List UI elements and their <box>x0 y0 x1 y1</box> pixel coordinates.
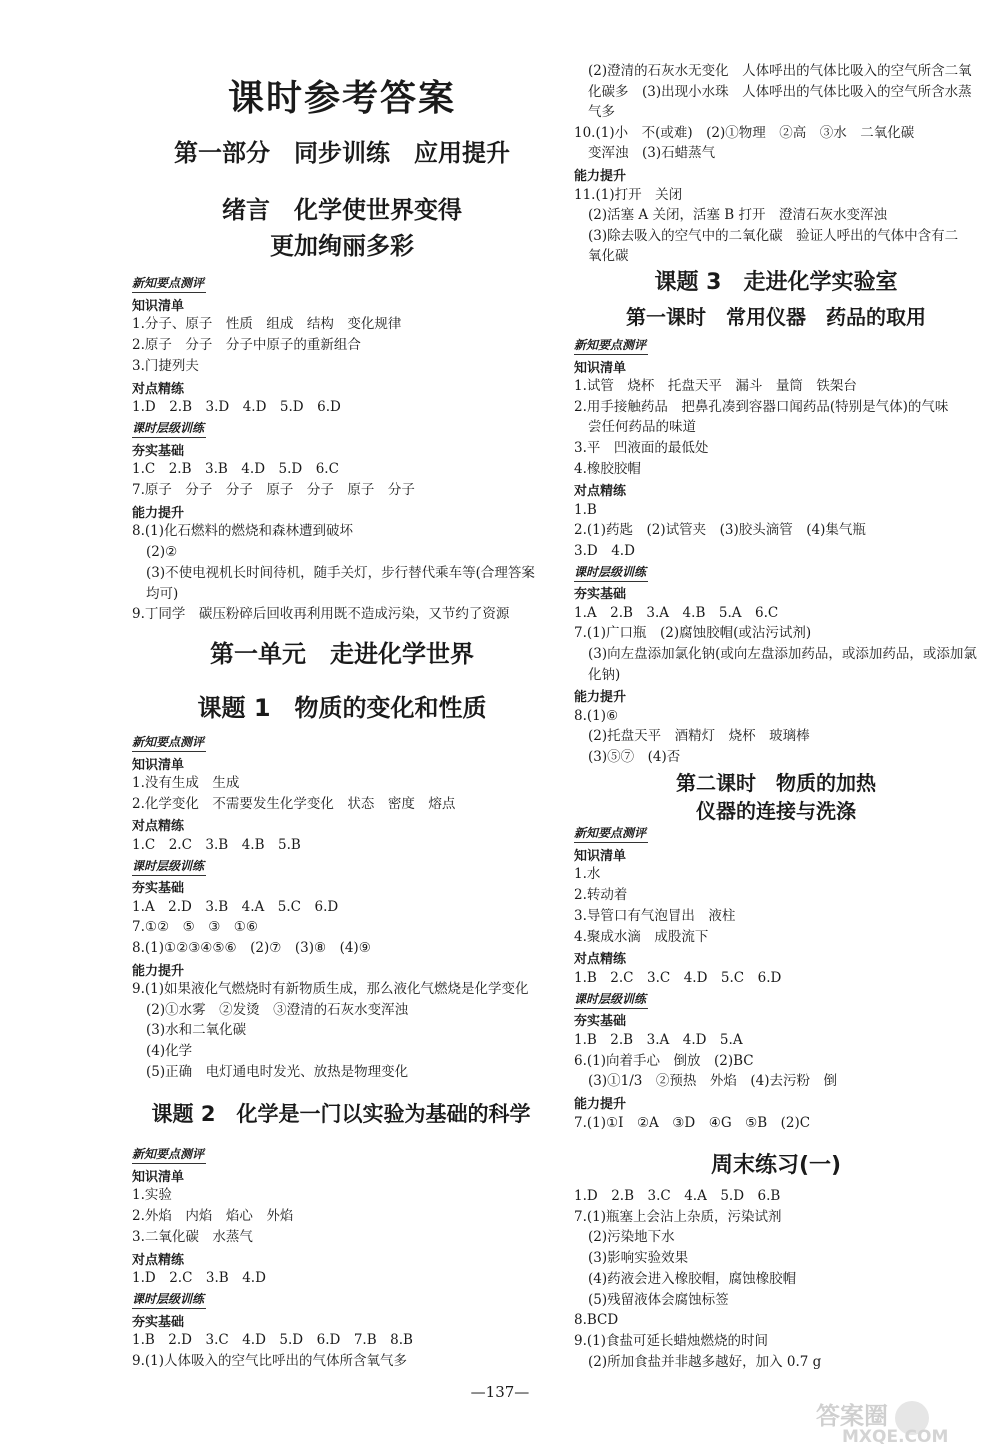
answer-line: 7.(1)广口瓶 (2)腐蚀胶帽(或沾污试剂) <box>574 625 812 642</box>
answer-line: 3.D 4.D <box>574 543 635 559</box>
subsection-label: 对点精练 <box>132 819 185 835</box>
answer-line: 化碳多 (3)出现小水珠 人体呼出的气体比吸入的空气所含水蒸 <box>588 83 972 100</box>
subsection-label: 能力提升 <box>132 963 185 979</box>
subsection-label: 知识清单 <box>132 298 185 314</box>
answer-line: 1.分子、原子 性质 组成 结构 变化规律 <box>132 316 402 333</box>
section-header: 新知要点测评 <box>132 274 206 293</box>
answer-line: 10.(1)小 不(或难) (2)①物理 ②高 ③水 二氧化碳 <box>574 124 915 141</box>
answer-line: (5)正确 电灯通电时发光、放热是物理变化 <box>146 1063 409 1080</box>
answer-line: 7.原子 分子 分子 原子 分子 原子 分子 <box>132 482 415 498</box>
subsection-label: 知识清单 <box>574 360 627 376</box>
answer-line: 1.D 2.B 3.D 4.D 5.D 6.D <box>132 399 341 416</box>
section-header: 课时层级训练 <box>574 563 648 582</box>
answer-line: 1.实验 <box>132 1187 172 1204</box>
answer-line: (2)活塞 A 关闭，活塞 B 打开 澄清石灰水变浑浊 <box>588 207 887 224</box>
answer-line: 2.(1)药匙 (2)试管夹 (3)胶头滴管 (4)集气瓶 <box>574 522 866 539</box>
subsection-label: 知识清单 <box>574 848 627 864</box>
answer-line: (2)所加食盐并非越多越好，加入 0.7 g <box>588 1353 822 1370</box>
answer-line: (3)水和二氧化碳 <box>146 1022 247 1039</box>
weekly-practice-title: 周末练习(一) <box>710 1153 842 1178</box>
answer-line: 1.试管 烧杯 托盘天平 漏斗 量筒 铁架台 <box>574 378 857 395</box>
section-header: 新知要点测评 <box>132 733 206 752</box>
topic1-title: 课题 1 物质的变化和性质 <box>197 694 487 722</box>
answer-line: 8.(1)⑥ <box>574 707 619 724</box>
subsection-label: 能力提升 <box>574 169 627 184</box>
answer-line: 2.外焰 内焰 焰心 外焰 <box>132 1208 294 1225</box>
answer-line: (4)药液会进入橡胶帽，腐蚀橡胶帽 <box>588 1270 797 1287</box>
subsection-label: 对点精练 <box>132 1252 185 1268</box>
answer-line: (4)化学 <box>146 1043 193 1059</box>
section-header: 课时层级训练 <box>132 419 206 438</box>
answer-line: (3)不使电视机长时间待机，随手关灯，步行替代乘车等(合理答案 <box>146 564 535 581</box>
section-header: 新知要点测评 <box>574 824 648 843</box>
topic2-title: 课题 2 化学是一门以实验为基础的科学 <box>151 1102 531 1126</box>
answer-line: 7.(1)①I ②A ③D ④G ⑤B (2)C <box>574 1114 811 1131</box>
answer-line: 6.(1)向着手心 倒放 (2)BC <box>574 1052 754 1069</box>
subsection-label: 能力提升 <box>574 1097 627 1113</box>
answer-line: 1.B 2.D 3.C 4.D 5.D 6.D 7.B 8.B <box>132 1332 413 1349</box>
lesson1-title: 第一课时 常用仪器 药品的取用 <box>626 305 926 329</box>
subsection-label: 能力提升 <box>132 505 185 521</box>
section-header: 课时层级训练 <box>132 857 206 876</box>
answer-line: 气多 <box>588 104 615 121</box>
answer-line: (2)澄清的石灰水无变化 人体呼出的气体比吸入的空气所含二氧 <box>588 63 972 79</box>
answer-line: (3)影响实验效果 <box>588 1250 689 1267</box>
answer-line: 1.A 2.B 3.A 4.B 5.A 6.C <box>574 604 779 621</box>
answer-line: 4.聚成水滴 成股流下 <box>574 928 709 945</box>
answer-line: 均可) <box>146 585 179 602</box>
answer-line: 1.C 2.B 3.B 4.D 5.D 6.C <box>132 461 339 478</box>
intro-title-line1: 绪言 化学使世界变得 <box>222 196 462 224</box>
answer-line: (3)向左盘添加氯化钠(或向左盘添加药品，或添加药品，或添加氯 <box>588 646 977 662</box>
topic3-title: 课题 3 走进化学实验室 <box>654 270 898 295</box>
intro-title-line2: 更加绚丽多彩 <box>270 232 414 260</box>
answer-line: 4.橡胶胶帽 <box>574 460 641 477</box>
answer-line: 1.D 2.B 3.C 4.A 5.D 6.B <box>574 1188 781 1204</box>
answer-line: 1.没有生成 生成 <box>132 775 240 792</box>
subsection-label: 夯实基础 <box>132 881 185 897</box>
answer-line: 2.原子 分子 分子中原子的重新组合 <box>132 337 361 354</box>
answer-line: 1.C 2.C 3.B 4.B 5.B <box>132 837 301 853</box>
answer-line: 9.(1)如果液化气燃烧时有新物质生成，那么液化气燃烧是化学变化 <box>132 981 529 998</box>
subsection-label: 知识清单 <box>132 757 185 773</box>
watermark-mark: 答案圈 <box>816 1402 888 1430</box>
watermark-site: MXQE.COM <box>842 1427 949 1444</box>
lesson2-title-line2: 仪器的连接与洗涤 <box>696 799 856 823</box>
answer-line: 1.B 2.C 3.C 4.D 5.C 6.D <box>574 969 782 986</box>
answer-line: 3.导管口有气泡冒出 液柱 <box>574 907 736 924</box>
answer-line: 7.①② ⑤ ③ ①⑥ <box>132 919 258 936</box>
answer-line: 2.化学变化 不需要发生化学变化 状态 密度 熔点 <box>132 795 456 812</box>
answer-line: 9.(1)食盐可延长蜡烛燃烧的时间 <box>574 1332 769 1349</box>
subsection-label: 能力提升 <box>574 690 627 706</box>
page-number: —137— <box>470 1383 530 1401</box>
subsection-label: 知识清单 <box>132 1169 185 1185</box>
section-header: 课时层级训练 <box>132 1290 206 1309</box>
lesson2-title-line1: 第二课时 物质的加热 <box>676 771 876 795</box>
answer-line: 7.(1)瓶塞上会沾上杂质，污染试剂 <box>574 1208 782 1225</box>
subsection-label: 夯实基础 <box>574 1014 627 1030</box>
answer-line: 8.(1)化石燃料的燃烧和森林遭到破坏 <box>132 523 354 540</box>
section-header: 课时层级训练 <box>574 990 648 1009</box>
answer-line: 11.(1)打开 关闭 <box>574 186 683 203</box>
answer-line: 变浑浊 (3)石蜡蒸气 <box>588 145 716 162</box>
answer-line: 3.门捷列夫 <box>132 357 199 374</box>
answer-line: 3.平 凹液面的最低处 <box>574 440 709 456</box>
part-title: 第一部分 同步训练 应用提升 <box>174 139 510 167</box>
answer-line: 1.B 2.B 3.A 4.D 5.A <box>574 1032 743 1048</box>
section-header: 新知要点测评 <box>574 336 648 355</box>
subsection-label: 对点精练 <box>574 484 627 500</box>
subsection-label: 对点精练 <box>132 381 185 397</box>
answer-line: 8.(1)①②③④⑤⑥ (2)⑦ (3)⑧ (4)⑨ <box>132 940 371 956</box>
answer-line: (3)①1/3 ②预热 外焰 (4)去污粉 倒 <box>588 1073 837 1090</box>
answer-line: 9.丁同学 碳压粉碎后回收再利用既不造成污染，又节约了资源 <box>132 606 510 623</box>
answer-line: 化钠) <box>588 666 621 683</box>
answer-line: 1.B <box>574 501 597 518</box>
answer-line: 9.(1)人体吸入的空气比呼出的气体所含氧气多 <box>132 1353 408 1369</box>
subsection-label: 夯实基础 <box>132 1314 185 1330</box>
subsection-label: 夯实基础 <box>574 587 627 603</box>
answer-line: (2)污染地下水 <box>588 1229 675 1246</box>
subsection-label: 对点精练 <box>574 952 627 968</box>
section-header: 新知要点测评 <box>132 1145 206 1164</box>
answer-line: (3)⑤⑦ (4)否 <box>588 749 681 765</box>
watermark-logo <box>812 1398 996 1444</box>
answer-line: (5)残留液体会腐蚀标签 <box>588 1291 729 1308</box>
subsection-label: 夯实基础 <box>132 443 185 459</box>
answer-line: (2)①水雾 ②发烫 ③澄清的石灰水变浑浊 <box>146 1001 409 1018</box>
answer-line: 1.D 2.C 3.B 4.D <box>132 1270 266 1287</box>
answer-line: (2)② <box>146 544 178 561</box>
answer-line: 3.二氧化碳 水蒸气 <box>132 1228 253 1245</box>
answer-line: (3)除去吸入的空气中的二氧化碳 验证人呼出的气体中含有二 <box>588 227 959 244</box>
page-title: 课时参考答案 <box>227 77 456 119</box>
answer-line: 1.A 2.D 3.B 4.A 5.C 6.D <box>132 898 339 915</box>
answer-line: 2.用手接触药品 把鼻孔凑到容器口闻药品(特别是气体)的气味 <box>574 398 949 415</box>
answer-line: 氧化碳 <box>588 248 629 265</box>
answer-line: 2.转动着 <box>574 887 628 904</box>
answer-line: (2)托盘天平 酒精灯 烧杯 玻璃棒 <box>588 728 810 745</box>
answer-line: 1.水 <box>574 866 601 883</box>
unit-title: 第一单元 走进化学世界 <box>210 640 474 668</box>
answer-line: 8.BCD <box>574 1312 619 1329</box>
answer-line: 尝任何药品的味道 <box>588 419 696 436</box>
